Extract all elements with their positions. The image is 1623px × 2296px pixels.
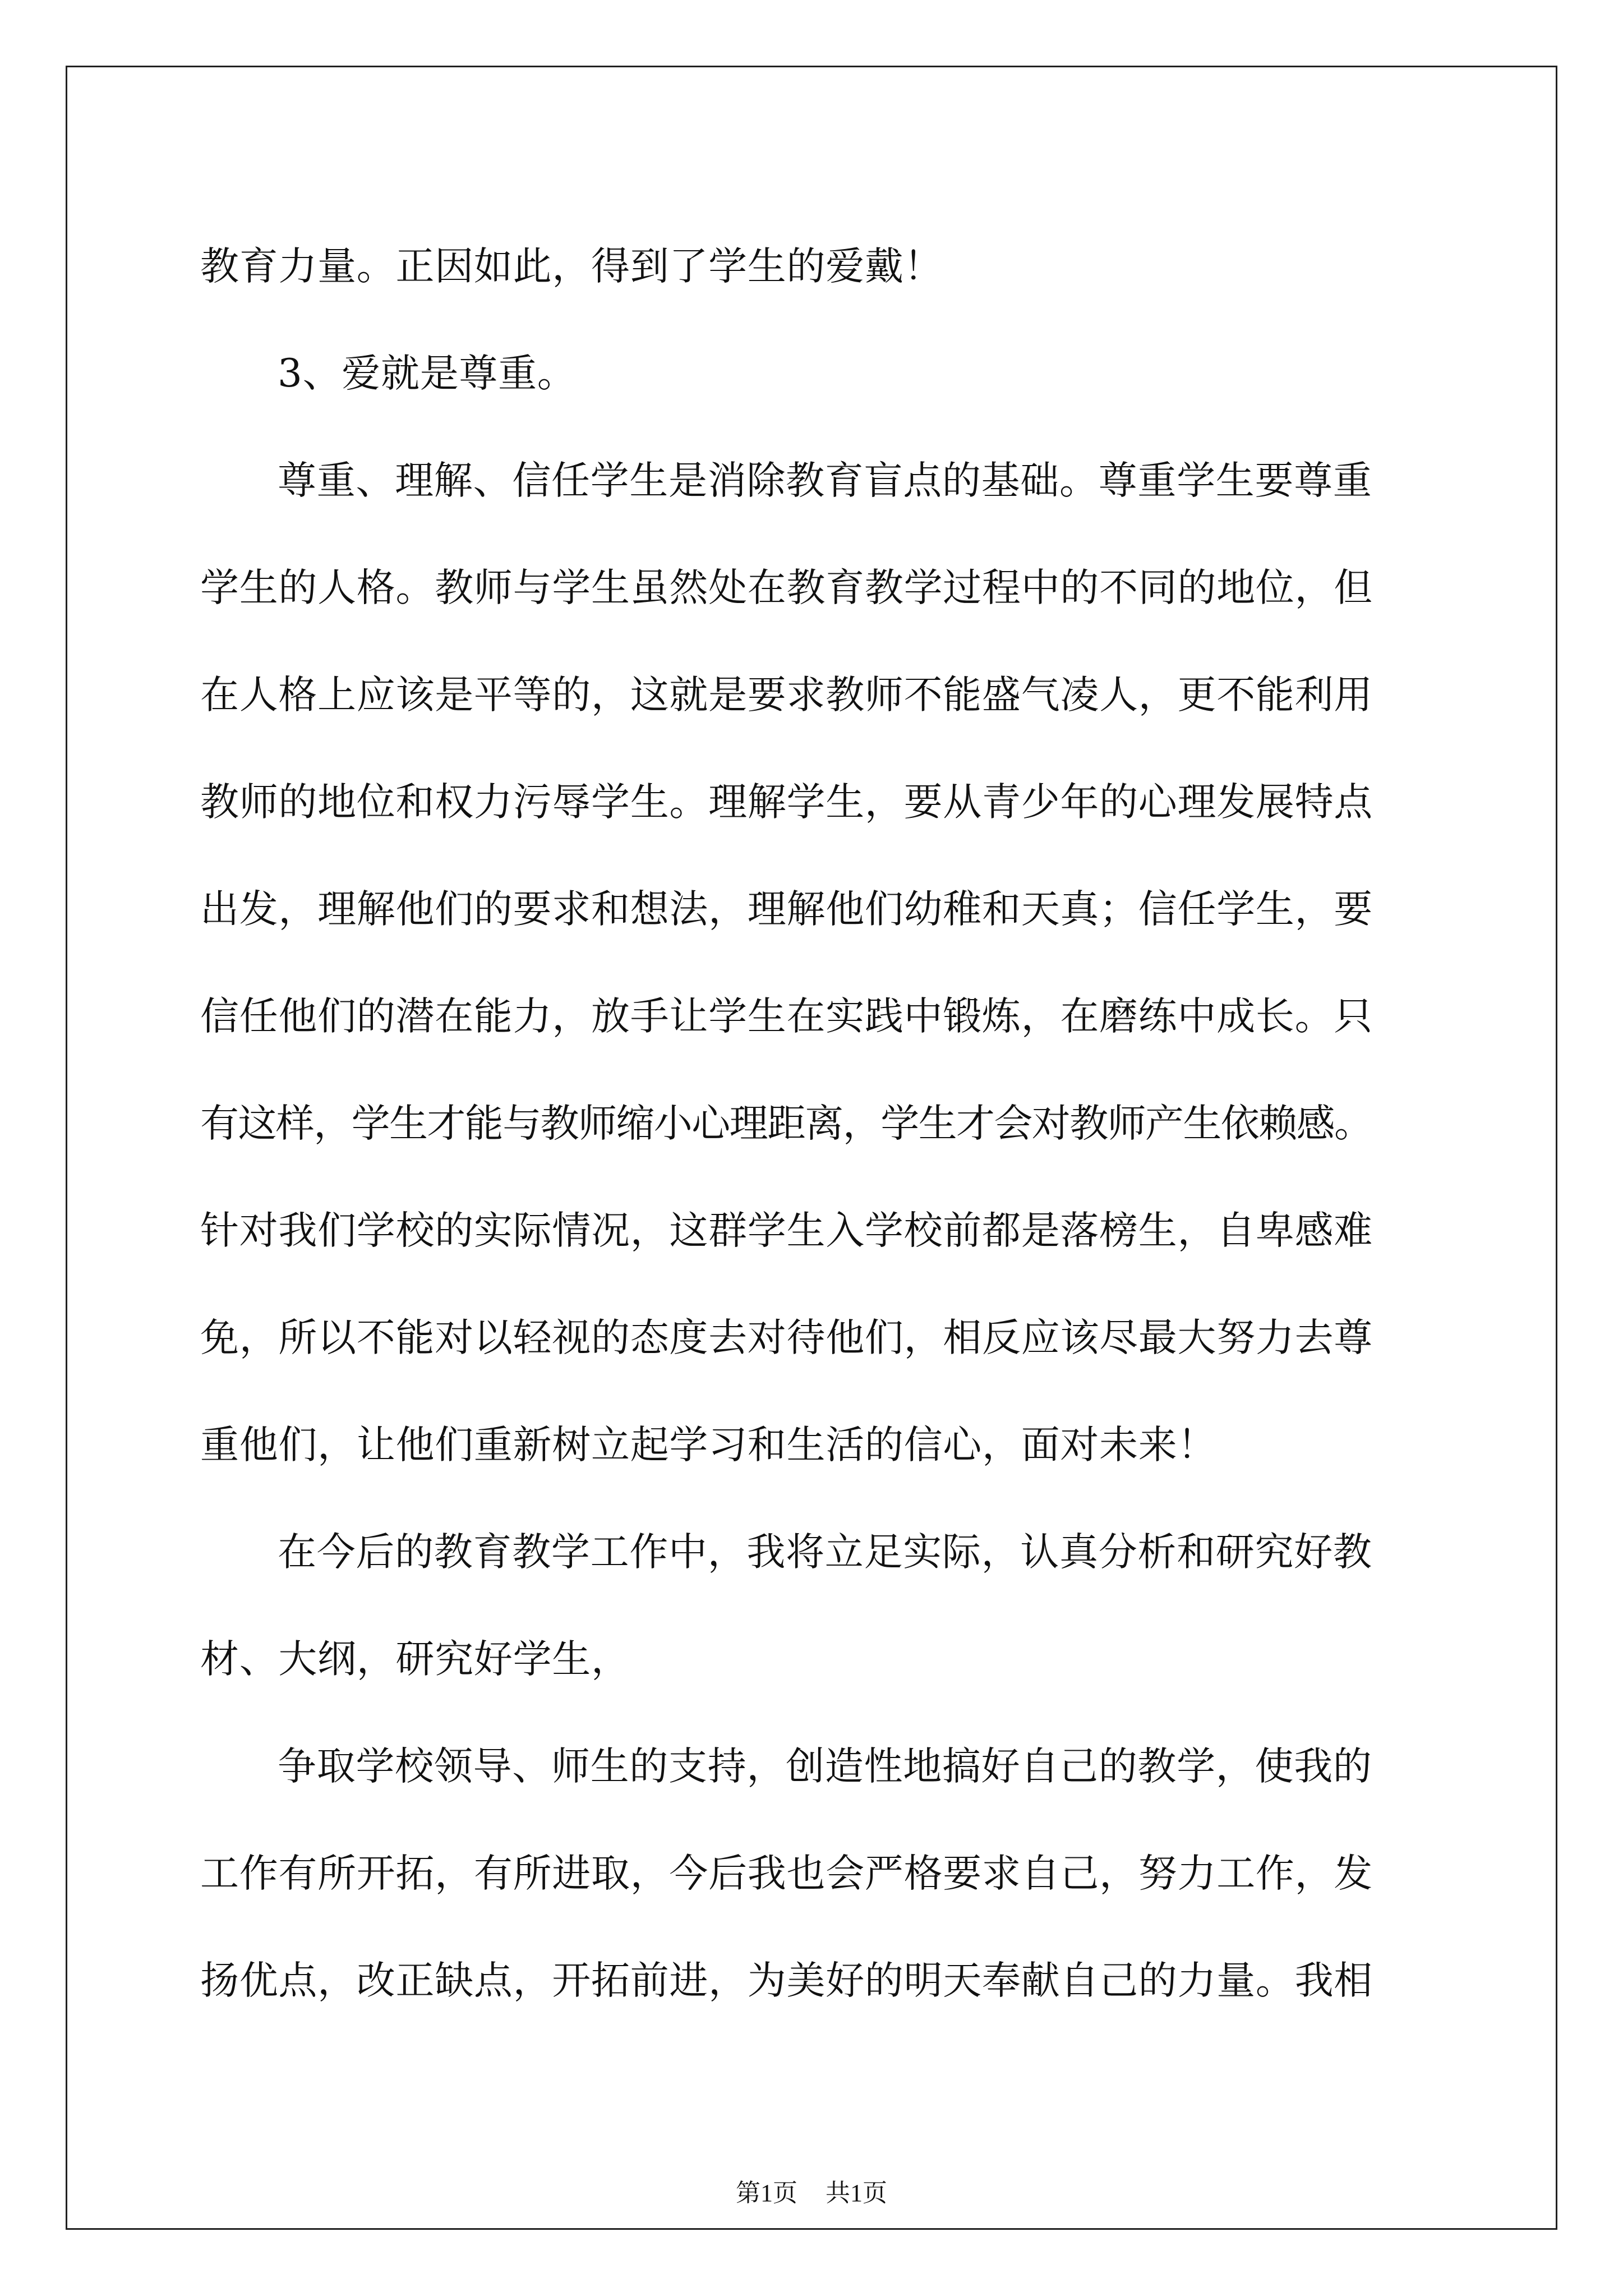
text-line: 在今后的教育教学工作中，我将立足实际，认真分析和研究好教 [278, 1530, 1372, 1575]
page-total: 共1页 [826, 2179, 887, 2207]
text-line: 有这样，学生才能与教师缩小心理距离，学生才会对教师产生依赖感。 [200, 1101, 1372, 1146]
text-line: 尊重、理解、信任学生是消除教育盲点的基础。尊重学生要尊重 [278, 458, 1372, 503]
text-line: 教育力量。正因如此，得到了学生的爱戴！ [200, 244, 943, 289]
text-line: 扬优点，改正缺点，开拓前进，为美好的明天奉献自己的力量。我相 [200, 1958, 1373, 2003]
text-line: 教师的地位和权力污辱学生。理解学生，要从青少年的心理发展特点 [200, 780, 1373, 825]
text-line: 重他们，让他们重新树立起学习和生活的信心，面对未来！ [200, 1423, 1217, 1467]
document-body [200, 213, 1423, 2035]
text-line: 材、大纲，研究好学生， [200, 1637, 630, 1682]
text-line: 出发，理解他们的要求和想法，理解他们幼稚和天真；信任学生，要 [200, 887, 1373, 932]
text-line: 争取学校领导、师生的支持，创造性地搞好自己的教学，使我的 [278, 1744, 1372, 1789]
text-line: 针对我们学校的实际情况，这群学生入学校前都是落榜生，自卑感难 [200, 1208, 1373, 1253]
text-line: 信任他们的潜在能力，放手让学生在实践中锻炼，在磨练中成长。只 [200, 994, 1373, 1039]
text-line: 学生的人格。教师与学生虽然处在教育教学过程中的不同的地位，但 [200, 565, 1373, 610]
text-line: 免，所以不能对以轻视的态度去对待他们，相反应该尽最大努力去尊 [200, 1315, 1373, 1360]
page-number: 第1页 [736, 2179, 797, 2207]
text-line: 工作有所开拓，有所进取，今后我也会严格要求自己，努力工作，发 [200, 1851, 1373, 1896]
text-line: 在人格上应该是平等的，这就是要求教师不能盛气凌人，更不能利用 [200, 673, 1373, 717]
section-heading: 3、爱就是尊重。 [278, 351, 577, 396]
page-footer [0, 2177, 1623, 2210]
